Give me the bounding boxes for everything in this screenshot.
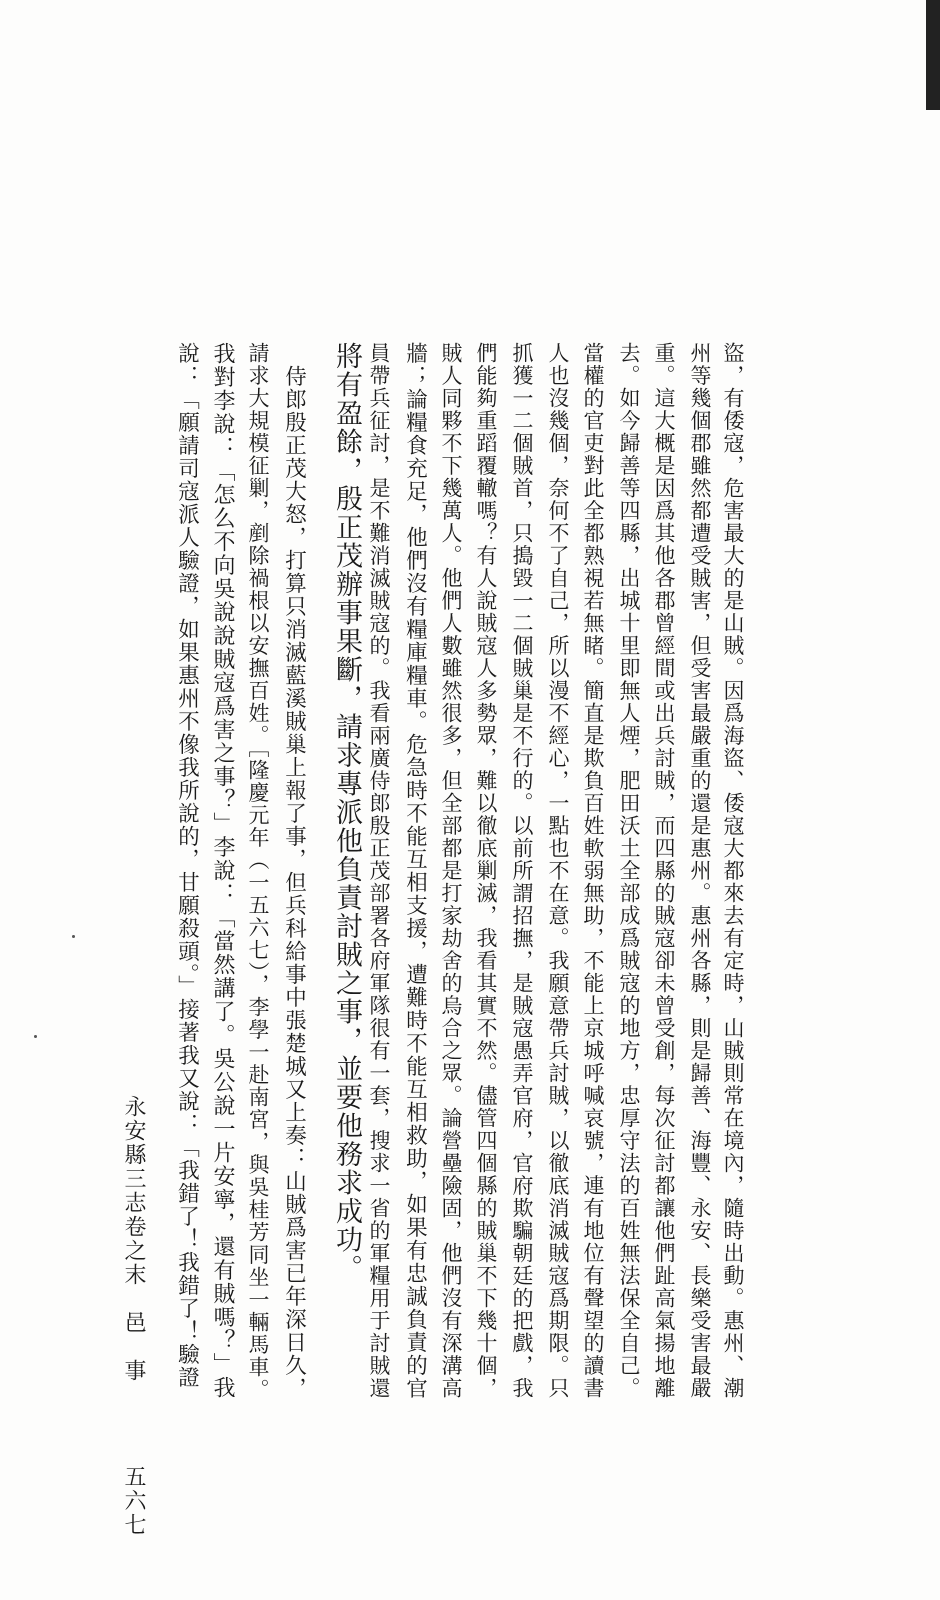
text-column: 去。如今歸善等四縣，出城十里即無人煙，肥田沃土全部成爲賊寇的地方，忠厚守法的百姓無法保全自己。 [617, 342, 641, 1400]
text-column: 說：「願請司寇派人驗證，如果惠州不像我所說的，甘願殺頭。」接著我又說：「我錯了！我錯了！驗證 [174, 342, 200, 1390]
text-column: 牆；論糧食充足，他們沒有糧庫糧車。危急時不能互相支援，遭難時不能互相救助，如果有忠誠負責的官 [402, 342, 428, 1400]
text-column: 當權的官吏對此全都熟視若無睹。簡直是欺負百姓軟弱無助，不能上京城呼喊哀號，連有地位有聲望的讀書 [581, 342, 605, 1400]
scan-edge-mark [926, 0, 940, 110]
text-column: 州等幾個郡雖然都遭受賊害，但受害最嚴重的還是惠州。惠州各縣，則是歸善、海豐、永安、長樂受害最嚴 [688, 342, 712, 1400]
text-column: 賊人同夥不下幾萬人。他們人數雖然很多，但全部都是打家劫舍的烏合之眾。論營壘險固，他們沒有深溝高 [439, 342, 463, 1400]
text-column: 員帶兵征討，是不難消滅賊寇的。我看兩廣侍郎殷正茂部署各府軍隊很有一套，搜求一省的軍糧用于討賊還 [367, 342, 391, 1400]
text-column: 盜，有倭寇，危害最大的是山賊。因爲海盜、倭寇大都來去有定時，山賊則常在境內，隨時出動。惠州、潮 [721, 342, 745, 1400]
text-column: 請求大規模征剿，剷除禍根以安撫百姓。［隆慶元年（一五六七），李學一赴南宮，與吳桂芳同坐一輛馬車。 [246, 342, 270, 1401]
text-column: 們能夠重蹈覆轍嗎？有人說賊寇人多勢眾，難以徹底剿滅，我看其實不然。儘管四個縣的賊巢不下幾十個， [474, 342, 498, 1400]
scan-speck [34, 1035, 37, 1038]
text-column: 我對李說：「怎么不向吳說說賊寇爲害之事？」李說：「當然講了。吳公說一片安寧，還有賊嗎？」我 [210, 342, 235, 1400]
page-number: 五六七 [121, 1465, 146, 1537]
text-column: 抓獲一二個賊首，只搗毀一二個賊巢是不行的。以前所謂招撫，是賊寇愚弄官府，官府欺騙朝廷的把戲，我 [510, 342, 534, 1400]
text-column: 重。這大概是因爲其他各郡曾經間或出兵討賊，而四縣的賊寇卻未曾受創，每次征討都讓他們趾高氣揚地離 [652, 342, 676, 1400]
scan-speck [72, 935, 75, 938]
book-title: 永安縣三志卷之末 邑 事 [121, 1095, 146, 1383]
text-column: 將有盈餘，殷正茂辦事果斷，請求專派他負責討賊之事，並要他務求成功。 [331, 342, 362, 1283]
text-column: 侍郎殷正茂大怒，打算只消滅藍溪賊巢上報了事，但兵科給事中張楚城又上奏：山賊爲害已年深日久， [281, 342, 307, 1400]
text-column: 人也沒幾個，奈何不了自己，所以漫不經心，一點也不在意。我願意帶兵討賊，以徹底消滅賊寇爲期限。只 [546, 342, 570, 1400]
